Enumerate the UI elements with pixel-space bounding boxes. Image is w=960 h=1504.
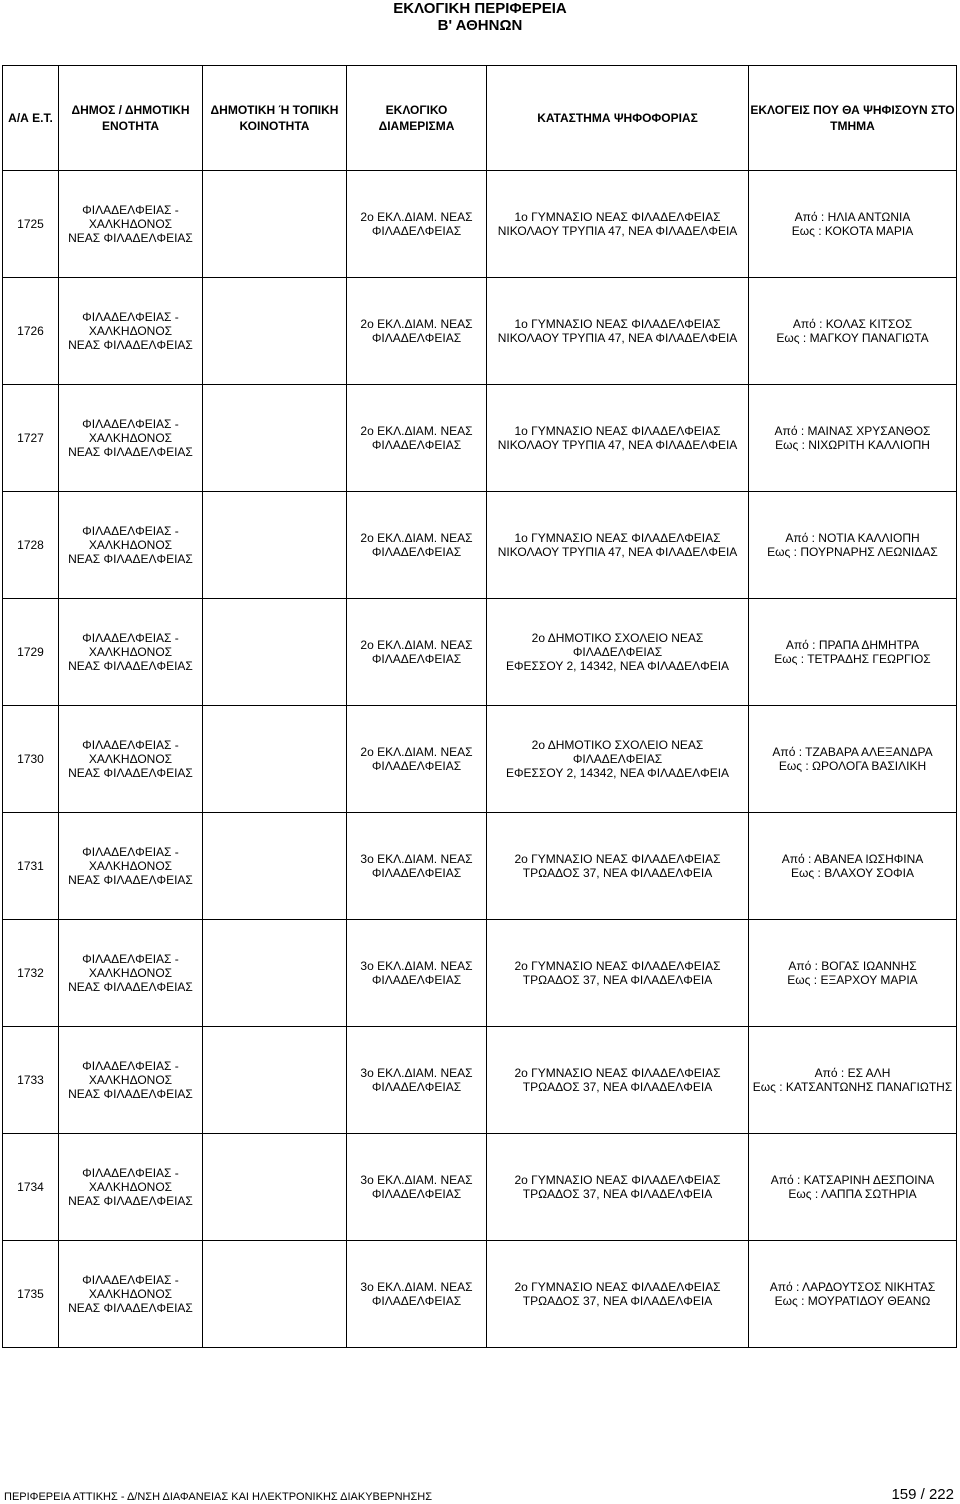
community-cell [203,1241,347,1348]
voters-cell-line: Από : ΚΟΛΑΣ ΚΙΤΣΟΣ [792,317,913,331]
station-cell [487,813,749,920]
municipality-cell-line: ΧΑΛΚΗΔΟΝΟΣ [88,1180,173,1194]
district-cell-line: ΦΙΛΑΔΕΛΦΕΙΑΣ [371,438,462,452]
page-title: ΕΚΛΟΓΙΚΗ ΠΕΡΙΦΕΡΕΙΑ [393,0,567,17]
municipality-cell-line: ΦΙΛΑΔΕΛΦΕΙΑΣ - [82,1273,179,1287]
municipality-cell [59,1241,203,1348]
community-cell [203,1027,347,1134]
row-id: 1726 [3,278,59,385]
station-cell-line: ΝΙΚΟΛΑΟΥ ΤΡΥΠΙΑ 47, ΝΕΑ ΦΙΛΑΔΕΛΦΕΙΑ [497,224,738,238]
municipality-cell-line: ΧΑΛΚΗΔΟΝΟΣ [88,1287,173,1301]
station-cell-line: 2ο ΓΥΜΝΑΣΙΟ ΝΕΑΣ ΦΙΛΑΔΕΛΦΕΙΑΣ [514,1173,721,1187]
district-cell-line: 3ο ΕΚΛ.ΔΙΑΜ. ΝΕΑΣ [360,1066,473,1080]
municipality-cell-line: ΝΕΑΣ ΦΙΛΑΔΕΛΦΕΙΑΣ [68,1194,193,1208]
community-cell [203,813,347,920]
district-cell-line: 3ο ΕΚΛ.ΔΙΑΜ. ΝΕΑΣ [360,959,473,973]
station-cell-line: ΝΙΚΟΛΑΟΥ ΤΡΥΠΙΑ 47, ΝΕΑ ΦΙΛΑΔΕΛΦΕΙΑ [497,545,738,559]
voters-cell [749,1027,957,1134]
row-id: 1731 [3,813,59,920]
voters-cell-line: Εως : ΩΡΟΛΟΓΑ ΒΑΣΙΛΙΚΗ [778,759,927,773]
municipality-cell-line: ΧΑΛΚΗΔΟΝΟΣ [88,859,173,873]
station-cell [487,1027,749,1134]
voters-cell-line: Από : ΝΟΤΙΑ ΚΑΛΛΙΟΠΗ [785,531,920,545]
station-cell-line: ΝΙΚΟΛΑΟΥ ΤΡΥΠΙΑ 47, ΝΕΑ ΦΙΛΑΔΕΛΦΕΙΑ [497,331,738,345]
voters-cell [749,171,957,278]
district-cell-line: 2ο ΕΚΛ.ΔΙΑΜ. ΝΕΑΣ [360,531,473,545]
table-row [3,1027,957,1134]
municipality-cell-line: ΝΕΑΣ ΦΙΛΑΔΕΛΦΕΙΑΣ [68,1301,193,1315]
district-cell-line: ΦΙΛΑΔΕΛΦΕΙΑΣ [371,866,462,880]
district-cell [347,706,487,813]
municipality-cell [59,171,203,278]
station-cell-line: ΤΡΩΑΔΟΣ 37, ΝΕΑ ΦΙΛΑΔΕΛΦΕΙΑ [522,1187,713,1201]
column-header: ΔΗΜΟΣ / ΔΗΜΟΤΙΚΗ ΕΝΟΤΗΤΑ [59,66,203,171]
community-cell [203,599,347,706]
district-cell-line: 2ο ΕΚΛ.ΔΙΑΜ. ΝΕΑΣ [360,424,473,438]
station-cell-line: ΤΡΩΑΔΟΣ 37, ΝΕΑ ΦΙΛΑΔΕΛΦΕΙΑ [522,1294,713,1308]
municipality-cell-line: ΧΑΛΚΗΔΟΝΟΣ [88,538,173,552]
row-id: 1728 [3,492,59,599]
district-cell [347,920,487,1027]
station-cell-line: 2ο ΓΥΜΝΑΣΙΟ ΝΕΑΣ ΦΙΛΑΔΕΛΦΕΙΑΣ [514,852,721,866]
municipality-cell-line: ΧΑΛΚΗΔΟΝΟΣ [88,645,173,659]
row-id: 1730 [3,706,59,813]
voters-cell [749,492,957,599]
community-cell [203,385,347,492]
community-cell [203,171,347,278]
station-cell-line: 2ο ΓΥΜΝΑΣΙΟ ΝΕΑΣ ΦΙΛΑΔΕΛΦΕΙΑΣ [514,1066,721,1080]
municipality-cell [59,599,203,706]
municipality-cell-line: ΝΕΑΣ ΦΙΛΑΔΕΛΦΕΙΑΣ [68,1087,193,1101]
district-cell [347,278,487,385]
municipality-cell [59,920,203,1027]
voters-cell-line: Εως : ΕΞΑΡΧΟΥ ΜΑΡΙΑ [787,973,918,987]
district-cell-line: ΦΙΛΑΔΕΛΦΕΙΑΣ [371,1187,462,1201]
station-cell-line: ΕΦΕΣΣΟΥ 2, 14342, ΝΕΑ ΦΙΛΑΔΕΛΦΕΙΑ [505,659,730,673]
table-row [3,920,957,1027]
station-cell-line: 1ο ΓΥΜΝΑΣΙΟ ΝΕΑΣ ΦΙΛΑΔΕΛΦΕΙΑΣ [514,317,721,331]
voters-cell-line: Από : ΚΑΤΣΑΡΙΝΗ ΔΕΣΠΟΙΝΑ [770,1173,935,1187]
municipality-cell-line: ΝΕΑΣ ΦΙΛΑΔΕΛΦΕΙΑΣ [68,873,193,887]
station-cell-line: ΦΙΛΑΔΕΛΦΕΙΑΣ [572,752,663,766]
municipality-cell-line: ΧΑΛΚΗΔΟΝΟΣ [88,752,173,766]
row-id: 1727 [3,385,59,492]
municipality-cell-line: ΦΙΛΑΔΕΛΦΕΙΑΣ - [82,845,179,859]
municipality-cell-line: ΦΙΛΑΔΕΛΦΕΙΑΣ - [82,1166,179,1180]
district-cell [347,813,487,920]
voters-cell-line: Εως : ΚΑΤΣΑΝΤΩΝΗΣ ΠΑΝΑΓΙΩΤΗΣ [752,1080,953,1094]
community-cell [203,706,347,813]
station-cell-line: 1ο ΓΥΜΝΑΣΙΟ ΝΕΑΣ ΦΙΛΑΔΕΛΦΕΙΑΣ [514,210,721,224]
polling-stations-table [2,65,957,1348]
municipality-cell-line: ΧΑΛΚΗΔΟΝΟΣ [88,217,173,231]
table-row [3,1241,957,1348]
voters-cell-line: Εως : ΜΑΓΚΟΥ ΠΑΝΑΓΙΩΤΑ [776,331,929,345]
voters-cell-line: Από : ΕΣ ΑΛΗ [814,1066,891,1080]
table-row [3,385,957,492]
municipality-cell-line: ΧΑΛΚΗΔΟΝΟΣ [88,1073,173,1087]
voters-cell-line: Εως : ΤΕΤΡΑΔΗΣ ΓΕΩΡΓΙΟΣ [774,652,931,666]
voters-cell-line: Από : ΒΟΓΑΣ ΙΩΑΝΝΗΣ [788,959,917,973]
voters-cell [749,278,957,385]
station-cell [487,278,749,385]
municipality-cell-line: ΧΑΛΚΗΔΟΝΟΣ [88,324,173,338]
table-row [3,599,957,706]
district-cell-line: ΦΙΛΑΔΕΛΦΕΙΑΣ [371,224,462,238]
municipality-cell-line: ΝΕΑΣ ΦΙΛΑΔΕΛΦΕΙΑΣ [68,659,193,673]
district-cell-line: ΦΙΛΑΔΕΛΦΕΙΑΣ [371,1294,462,1308]
municipality-cell-line: ΧΑΛΚΗΔΟΝΟΣ [88,966,173,980]
community-cell [203,920,347,1027]
station-cell-line: ΝΙΚΟΛΑΟΥ ΤΡΥΠΙΑ 47, ΝΕΑ ΦΙΛΑΔΕΛΦΕΙΑ [497,438,738,452]
voters-cell-line: Εως : ΠΟΥΡΝΑΡΗΣ ΛΕΩΝΙΔΑΣ [767,545,938,559]
municipality-cell-line: ΝΕΑΣ ΦΙΛΑΔΕΛΦΕΙΑΣ [68,766,193,780]
district-cell-line: ΦΙΛΑΔΕΛΦΕΙΑΣ [371,1080,462,1094]
voters-cell-line: Από : ΛΑΡΔΟΥΤΣΟΣ ΝΙΚΗΤΑΣ [769,1280,936,1294]
table-row [3,278,957,385]
station-cell-line: 2ο ΓΥΜΝΑΣΙΟ ΝΕΑΣ ΦΙΛΑΔΕΛΦΕΙΑΣ [514,1280,721,1294]
row-id: 1733 [3,1027,59,1134]
table-row [3,813,957,920]
station-cell-line: ΤΡΩΑΔΟΣ 37, ΝΕΑ ΦΙΛΑΔΕΛΦΕΙΑ [522,973,713,987]
row-id: 1725 [3,171,59,278]
voters-cell-line: Από : ΤΖΑΒΑΡΑ ΑΛΕΞΑΝΔΡΑ [772,745,933,759]
column-header: ΚΑΤΑΣΤΗΜΑ ΨΗΦΟΦΟΡΙΑΣ [487,66,749,171]
municipality-cell-line: ΦΙΛΑΔΕΛΦΕΙΑΣ - [82,631,179,645]
voters-cell [749,1241,957,1348]
district-cell [347,1241,487,1348]
district-cell [347,1027,487,1134]
district-cell-line: 2ο ΕΚΛ.ΔΙΑΜ. ΝΕΑΣ [360,638,473,652]
footer-organization: ΠΕΡΙΦΕΡΕΙΑ ΑΤΤΙΚΗΣ - Δ/ΝΣΗ ΔΙΑΦΑΝΕΙΑΣ ΚΑΙ ΗΛΕΚΤΡΟΝΙΚΗΣ ΔΙΑΚΥΒΕΡΝΗΣΗΣ [4,1491,433,1503]
municipality-cell-line: ΦΙΛΑΔΕΛΦΕΙΑΣ - [82,738,179,752]
community-cell [203,278,347,385]
voters-cell [749,1134,957,1241]
station-cell-line: 2ο ΔΗΜΟΤΙΚΟ ΣΧΟΛΕΙΟ ΝΕΑΣ [531,738,704,752]
municipality-cell-line: ΝΕΑΣ ΦΙΛΑΔΕΛΦΕΙΑΣ [68,980,193,994]
municipality-cell-line: ΝΕΑΣ ΦΙΛΑΔΕΛΦΕΙΑΣ [68,338,193,352]
voters-cell-line: Από : ΗΛΙΑ ΑΝΤΩΝΙΑ [794,210,911,224]
voters-cell-line: Από : ΑΒΑΝΕΑ ΙΩΣΗΦΙΝΑ [781,852,924,866]
station-cell-line: ΤΡΩΑΔΟΣ 37, ΝΕΑ ΦΙΛΑΔΕΛΦΕΙΑ [522,866,713,880]
table-row [3,492,957,599]
voters-cell [749,813,957,920]
municipality-cell-line: ΦΙΛΑΔΕΛΦΕΙΑΣ - [82,203,179,217]
station-cell-line: ΦΙΛΑΔΕΛΦΕΙΑΣ [572,645,663,659]
district-cell [347,385,487,492]
municipality-cell-line: ΦΙΛΑΔΕΛΦΕΙΑΣ - [82,417,179,431]
station-cell-line: ΕΦΕΣΣΟΥ 2, 14342, ΝΕΑ ΦΙΛΑΔΕΛΦΕΙΑ [505,766,730,780]
station-cell [487,171,749,278]
district-cell [347,599,487,706]
station-cell-line: 2ο ΔΗΜΟΤΙΚΟ ΣΧΟΛΕΙΟ ΝΕΑΣ [531,631,704,645]
column-header: ΕΚΛΟΓΕΙΣ ΠΟΥ ΘΑ ΨΗΦΙΣΟΥΝ ΣΤΟ ΤΜΗΜΑ [749,66,957,171]
row-id: 1732 [3,920,59,1027]
column-header: ΕΚΛΟΓΙΚΟ ΔΙΑΜΕΡΙΣΜΑ [347,66,487,171]
station-cell [487,920,749,1027]
table-header-row [3,66,957,171]
voters-cell [749,599,957,706]
district-cell-line: 3ο ΕΚΛ.ΔΙΑΜ. ΝΕΑΣ [360,852,473,866]
table-row [3,706,957,813]
district-cell [347,171,487,278]
voters-cell-line: Εως : ΒΛΑΧΟΥ ΣΟΦΙΑ [791,866,914,880]
municipality-cell-line: ΝΕΑΣ ΦΙΛΑΔΕΛΦΕΙΑΣ [68,231,193,245]
voters-cell-line: Εως : ΛΑΠΠΑ ΣΩΤΗΡΙΑ [788,1187,917,1201]
row-id: 1735 [3,1241,59,1348]
municipality-cell [59,813,203,920]
station-cell [487,1134,749,1241]
station-cell-line: 1ο ΓΥΜΝΑΣΙΟ ΝΕΑΣ ΦΙΛΑΔΕΛΦΕΙΑΣ [514,531,721,545]
municipality-cell [59,385,203,492]
community-cell [203,492,347,599]
voters-cell-line: Εως : ΝΙΧΩΡΙΤΗ ΚΑΛΛΙΟΠΗ [775,438,930,452]
district-cell [347,492,487,599]
voters-cell-line: Εως : ΚΟΚΟΤΑ ΜΑΡΙΑ [791,224,914,238]
municipality-cell [59,1134,203,1241]
municipality-cell [59,492,203,599]
station-cell-line: ΤΡΩΑΔΟΣ 37, ΝΕΑ ΦΙΛΑΔΕΛΦΕΙΑ [522,1080,713,1094]
district-cell-line: 3ο ΕΚΛ.ΔΙΑΜ. ΝΕΑΣ [360,1173,473,1187]
page-number: 159 / 222 [891,1486,954,1503]
voters-cell-line: Εως : ΜΟΥΡΑΤΙΔΟΥ ΘΕΑΝΩ [774,1294,931,1308]
district-cell-line: 3ο ΕΚΛ.ΔΙΑΜ. ΝΕΑΣ [360,1280,473,1294]
district-cell-line: 2ο ΕΚΛ.ΔΙΑΜ. ΝΕΑΣ [360,317,473,331]
voters-cell [749,706,957,813]
district-cell-line: ΦΙΛΑΔΕΛΦΕΙΑΣ [371,652,462,666]
municipality-cell-line: ΦΙΛΑΔΕΛΦΕΙΑΣ - [82,952,179,966]
municipality-cell [59,1027,203,1134]
station-cell [487,1241,749,1348]
municipality-cell [59,706,203,813]
municipality-cell [59,278,203,385]
municipality-cell-line: ΦΙΛΑΔΕΛΦΕΙΑΣ - [82,1059,179,1073]
row-id: 1729 [3,599,59,706]
station-cell [487,599,749,706]
station-cell [487,706,749,813]
table-row [3,1134,957,1241]
voters-cell [749,385,957,492]
community-cell [203,1134,347,1241]
municipality-cell-line: ΝΕΑΣ ΦΙΛΑΔΕΛΦΕΙΑΣ [68,445,193,459]
station-cell-line: 1ο ΓΥΜΝΑΣΙΟ ΝΕΑΣ ΦΙΛΑΔΕΛΦΕΙΑΣ [514,424,721,438]
district-cell-line: 2ο ΕΚΛ.ΔΙΑΜ. ΝΕΑΣ [360,210,473,224]
column-header: Α/Α Ε.Τ. [3,66,59,171]
voters-cell [749,920,957,1027]
column-header: ΔΗΜΟΤΙΚΗ Ή ΤΟΠΙΚΗ ΚΟΙΝΟΤΗΤΑ [203,66,347,171]
municipality-cell-line: ΦΙΛΑΔΕΛΦΕΙΑΣ - [82,310,179,324]
table-row [3,171,957,278]
page-subtitle: Β' ΑΘΗΝΩΝ [437,17,523,34]
station-cell [487,385,749,492]
district-cell-line: ΦΙΛΑΔΕΛΦΕΙΑΣ [371,545,462,559]
municipality-cell-line: ΝΕΑΣ ΦΙΛΑΔΕΛΦΕΙΑΣ [68,552,193,566]
district-cell-line: ΦΙΛΑΔΕΛΦΕΙΑΣ [371,759,462,773]
station-cell-line: 2ο ΓΥΜΝΑΣΙΟ ΝΕΑΣ ΦΙΛΑΔΕΛΦΕΙΑΣ [514,959,721,973]
district-cell-line: ΦΙΛΑΔΕΛΦΕΙΑΣ [371,331,462,345]
municipality-cell-line: ΦΙΛΑΔΕΛΦΕΙΑΣ - [82,524,179,538]
voters-cell-line: Από : ΠΡΑΠΑ ΔΗΜΗΤΡΑ [785,638,920,652]
district-cell [347,1134,487,1241]
district-cell-line: ΦΙΛΑΔΕΛΦΕΙΑΣ [371,973,462,987]
district-cell-line: 2ο ΕΚΛ.ΔΙΑΜ. ΝΕΑΣ [360,745,473,759]
municipality-cell-line: ΧΑΛΚΗΔΟΝΟΣ [88,431,173,445]
voters-cell-line: Από : ΜΑΙΝΑΣ ΧΡΥΣΑΝΘΟΣ [774,424,931,438]
row-id: 1734 [3,1134,59,1241]
station-cell [487,492,749,599]
